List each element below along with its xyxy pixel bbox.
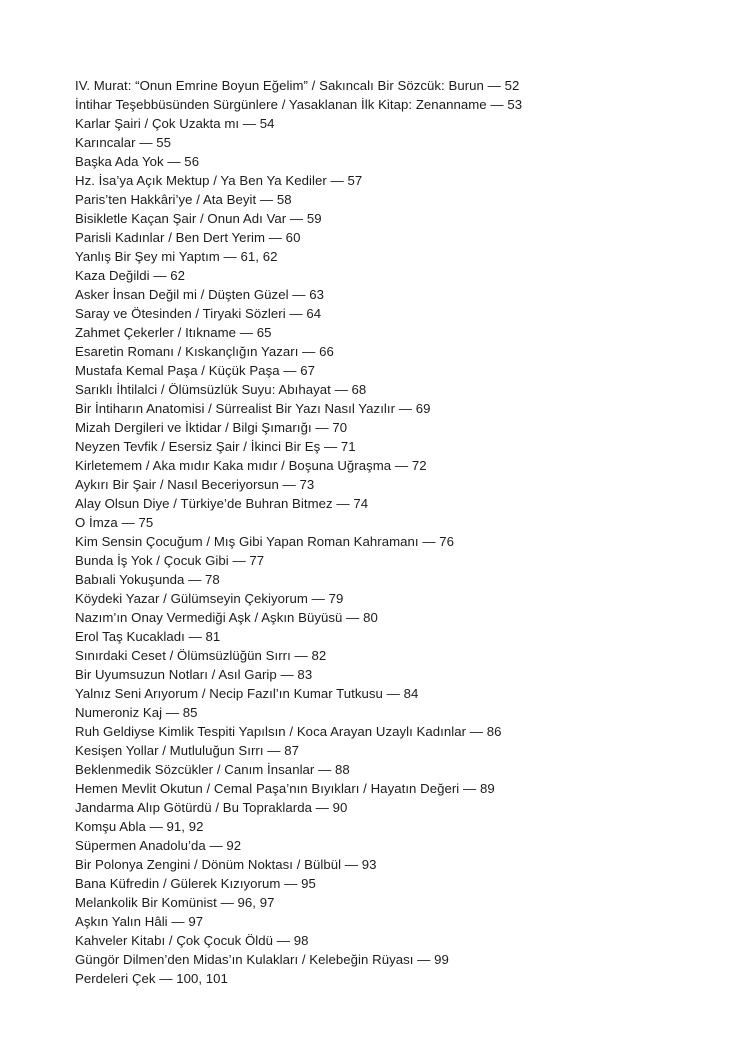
toc-entry: Zahmet Çekerler / Itıkname — 65 (75, 325, 272, 340)
toc-entry: Kirletemem / Aka mıdır Kaka mıdır / Boşuna Uğraşma — 72 (75, 458, 427, 473)
toc-entry: IV. Murat: “Onun Emrine Boyun Eğelim” / Sakıncalı Bir Sözcük: Burun — 52 (75, 78, 520, 93)
table-of-contents (75, 76, 715, 988)
toc-entry: Aykırı Bir Şair / Nasıl Beceriyorsun — 73 (75, 477, 315, 492)
toc-entry: Numeroniz Kaj — 85 (75, 705, 198, 720)
toc-entry: Parisli Kadınlar / Ben Dert Yerim — 60 (75, 230, 301, 245)
toc-entry: Hz. İsa’ya Açık Mektup / Ya Ben Ya Kediler — 57 (75, 173, 363, 188)
toc-entry: Hemen Mevlit Okutun / Cemal Paşa’nın Bıyıkları / Hayatın Değeri — 89 (75, 781, 495, 796)
toc-entry: Süpermen Anadolu’da — 92 (75, 838, 242, 853)
toc-entry: Karlar Şairi / Çok Uzakta mı — 54 (75, 116, 275, 131)
toc-entry: Ruh Geldiyse Kimlik Tespiti Yapılsın / Koca Arayan Uzaylı Kadınlar — 86 (75, 724, 502, 739)
toc-entry: Güngör Dilmen’den Midas’ın Kulakları / Kelebeğin Rüyası — 99 (75, 952, 449, 967)
toc-entry: Paris’ten Hakkâri’ye / Ata Beyit — 58 (75, 192, 292, 207)
toc-entry: Bunda İş Yok / Çocuk Gibi — 77 (75, 553, 265, 568)
toc-entry: Kahveler Kitabı / Çok Çocuk Öldü — 98 (75, 933, 309, 948)
toc-entry: Köydeki Yazar / Gülümseyin Çekiyorum — 79 (75, 591, 344, 606)
toc-entry: Saray ve Ötesinden / Tiryaki Sözleri — 64 (75, 306, 322, 321)
toc-entry: Perdeleri Çek — 100, 101 (75, 971, 228, 986)
toc-entry: Jandarma Alıp Götürdü / Bu Topraklarda — 90 (75, 800, 348, 815)
toc-entry: Bir Uyumsuzun Notları / Asıl Garip — 83 (75, 667, 313, 682)
toc-entry: Beklenmedik Sözcükler / Canım İnsanlar — 88 (75, 762, 350, 777)
toc-entry: Alay Olsun Diye / Türkiye’de Buhran Bitmez — 74 (75, 496, 369, 511)
toc-entry: Bana Küfredin / Gülerek Kızıyorum — 95 (75, 876, 316, 891)
toc-entry: Kesişen Yollar / Mutluluğun Sırrı — 87 (75, 743, 300, 758)
toc-entry: Sınırdaki Ceset / Ölümsüzlüğün Sırrı — 82 (75, 648, 327, 663)
toc-entry: Yanlış Bir Şey mi Yaptım — 61, 62 (75, 249, 278, 264)
toc-entry: Komşu Abla — 91, 92 (75, 819, 204, 834)
toc-entry: Bir İntiharın Anatomisi / Sürrealist Bir Yazı Nasıl Yazılır — 69 (75, 401, 431, 416)
toc-entry: Başka Ada Yok — 56 (75, 154, 200, 169)
toc-entry: Erol Taş Kucakladı — 81 (75, 629, 221, 644)
toc-entry: Kim Sensin Çocuğum / Mış Gibi Yapan Roman Kahramanı — 76 (75, 534, 455, 549)
toc-entry: Yalnız Seni Arıyorum / Necip Fazıl’ın Kumar Tutkusu — 84 (75, 686, 419, 701)
toc-entry: Kaza Değildi — 62 (75, 268, 186, 283)
toc-entry: Nazım’ın Onay Vermediği Aşk / Aşkın Büyüsü — 80 (75, 610, 378, 625)
toc-entry: İntihar Teşebbüsünden Sürgünlere / Yasaklanan İlk Kitap: Zenanname — 53 (75, 97, 523, 112)
toc-entry: O İmza — 75 (75, 515, 154, 530)
toc-entry: Bir Polonya Zengini / Dönüm Noktası / Bülbül — 93 (75, 857, 377, 872)
toc-entry: Neyzen Tevfik / Esersiz Şair / İkinci Bir Eş — 71 (75, 439, 356, 454)
toc-entry: Mustafa Kemal Paşa / Küçük Paşa — 67 (75, 363, 316, 378)
toc-entry: Aşkın Yalın Hâli — 97 (75, 914, 204, 929)
toc-entry: Karıncalar — 55 (75, 135, 172, 150)
toc-entry: Melankolik Bir Komünist — 96, 97 (75, 895, 275, 910)
toc-entry: Esaretin Romanı / Kıskançlığın Yazarı — 66 (75, 344, 334, 359)
toc-entry: Asker İnsan Değil mi / Düşten Güzel — 63 (75, 287, 325, 302)
toc-entry: Sarıklı İhtilalci / Ölümsüzlük Suyu: Abıhayat — 68 (75, 382, 367, 397)
toc-entry: Bisikletle Kaçan Şair / Onun Adı Var — 59 (75, 211, 322, 226)
toc-entry: Babıali Yokuşunda — 78 (75, 572, 220, 587)
toc-entry: Mizah Dergileri ve İktidar / Bilgi Şımarığı — 70 (75, 420, 348, 435)
